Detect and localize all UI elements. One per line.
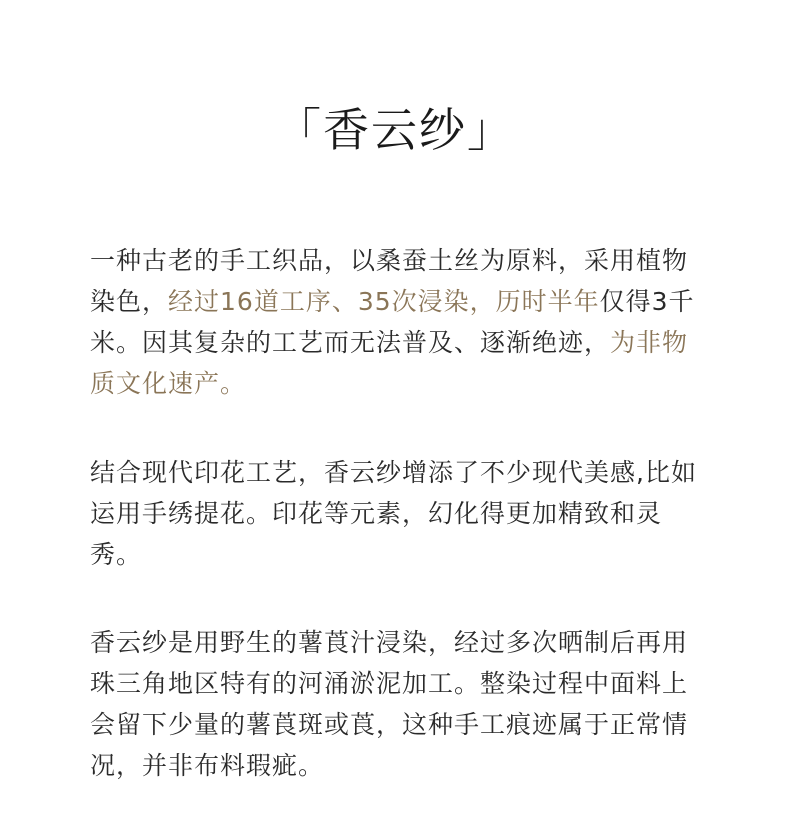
modern-craft-paragraph: 结合现代印花工艺，香云纱增添了不少现代美感,比如运用手绣提花。印花等元素，幻化得更加精致和灵秀。: [90, 458, 697, 569]
page-title: 「香云纱」: [275, 103, 515, 157]
intro-highlight-process: 经过16道工序、35次浸染，历时半年: [168, 287, 600, 316]
intro-text-2: 仅得3千米。因其复杂的工艺而无法普及、逐渐绝迹，: [90, 287, 695, 357]
intro-text-1: 一种古老的手工织品，以桑蚕土丝为原料，采用植物染色，: [90, 246, 689, 316]
intro-highlight-heritage: 为非物质文化速产。: [90, 328, 689, 398]
intro-paragraph: [90, 240, 710, 404]
dyeing-process-paragraph: 香云纱是用野生的薯莨汁浸染，经过多次晒制后再用珠三角地区特有的河涌淤泥加工。整染过程中面料上会留下少量的薯莨斑或莨，这种手工痕迹属于正常情况，并非布料瑕疵。: [90, 628, 689, 780]
